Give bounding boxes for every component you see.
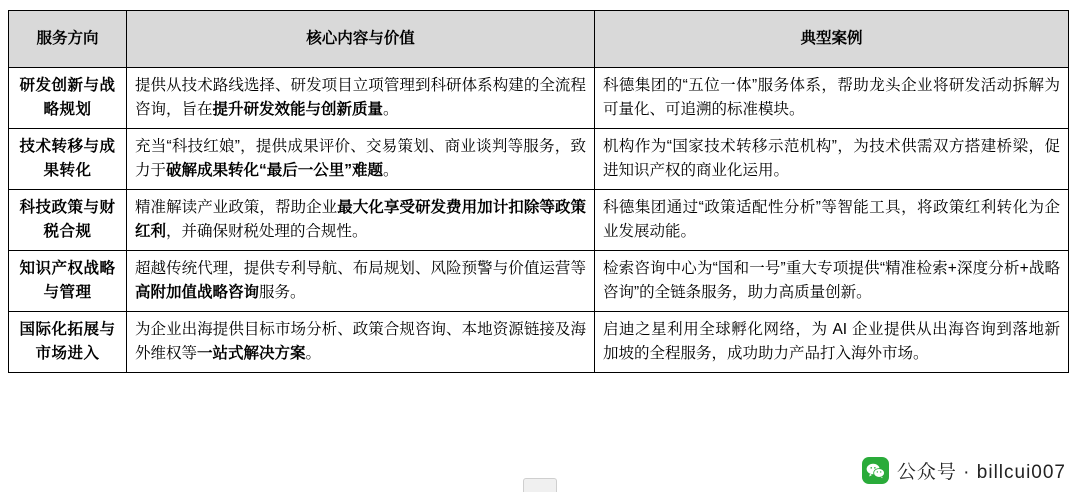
cell-case: 启迪之星利用全球孵化网络，为 AI 企业提供从出海咨询到落地新加坡的全程服务，成功助力产品打入海外市场。	[595, 312, 1069, 373]
column-header-direction: 服务方向	[9, 11, 127, 68]
cell-case: 检索咨询中心为“国和一号”重大专项提供“精准检索+深度分析+战略咨询”的全链条服务，助力高质量创新。	[595, 251, 1069, 312]
table-row	[9, 129, 1069, 190]
account-watermark	[862, 457, 1066, 484]
core-text-pre: 超越传统代理，提供专利导航、布局规划、风险预警与价值运营等	[135, 260, 586, 278]
cell-direction: 知识产权战略与管理	[9, 251, 127, 312]
cell-case: 科德集团的“五位一体”服务体系，帮助龙头企业将研发活动拆解为可量化、可追溯的标准模块。	[595, 68, 1069, 129]
cell-direction: 研发创新与战略规划	[9, 68, 127, 129]
core-text-post: 。	[383, 162, 399, 180]
core-text-pre: 精准解读产业政策，帮助企业	[135, 199, 338, 217]
core-text-post: 。	[383, 101, 399, 119]
cell-core-content	[127, 129, 595, 190]
account-name: 公众号 · billcui007	[896, 462, 1066, 483]
cell-core-content	[127, 190, 595, 251]
core-text-post: ，并确保财税处理的合规性。	[166, 223, 368, 241]
column-header-core: 核心内容与价值	[127, 11, 595, 68]
cell-core-content	[127, 68, 595, 129]
core-text-emphasis: 高附加值战略咨询	[135, 284, 260, 302]
core-text-emphasis: 提升研发效能与创新质量	[212, 101, 384, 119]
cell-core-content	[127, 251, 595, 312]
core-text-pre: 提供从技术路线选择、研发项目立项管理到科研体系构建的全流程咨询，旨在	[135, 77, 586, 119]
cell-case: 机构作为“国家技术转移示范机构”，为技术供需双方搭建桥梁，促进知识产权的商业化运用。	[595, 129, 1069, 190]
scroll-indicator[interactable]	[523, 478, 557, 492]
cell-direction: 国际化拓展与市场进入	[9, 312, 127, 373]
table-row	[9, 251, 1069, 312]
table-row	[9, 190, 1069, 251]
core-text-emphasis: 最大化享受研发费用加计扣除等政策红利	[135, 199, 586, 241]
cell-case: 科德集团通过“政策适配性分析”等智能工具，将政策红利转化为企业发展动能。	[595, 190, 1069, 251]
table-header-row	[9, 11, 1069, 68]
column-header-case: 典型案例	[595, 11, 1069, 68]
cell-core-content	[127, 312, 595, 373]
wechat-icon	[862, 457, 889, 484]
table-row	[9, 312, 1069, 373]
core-text-pre: 充当“科技红娘”，提供成果评价、交易策划、商业谈判等服务，致力于	[135, 138, 586, 180]
core-text-post: 。	[305, 345, 322, 363]
cell-direction: 科技政策与财税合规	[9, 190, 127, 251]
core-text-emphasis: 一站式解决方案	[197, 345, 306, 363]
core-text-pre: 为企业出海提供目标市场分析、政策合规咨询、本地资源链接及海外维权等	[135, 321, 586, 363]
core-text-post: 服务。	[259, 284, 306, 302]
core-text-emphasis: 破解成果转化“最后一公里”难题	[166, 162, 384, 180]
table-row	[9, 68, 1069, 129]
service-table	[8, 10, 1069, 373]
cell-direction: 技术转移与成果转化	[9, 129, 127, 190]
